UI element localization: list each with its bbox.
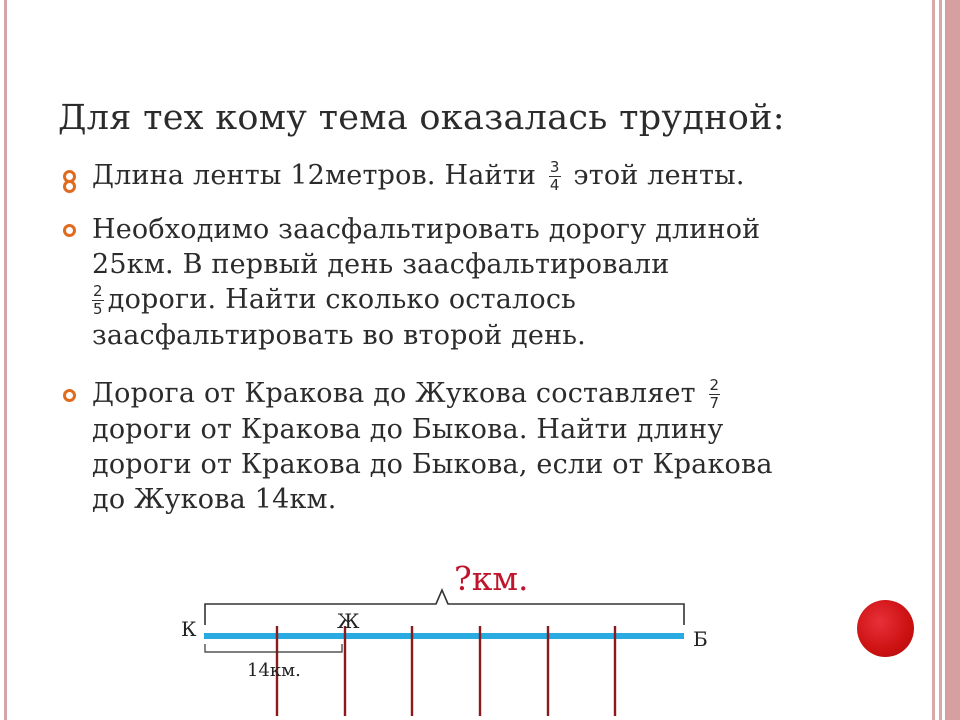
fraction-numerator: 2 [93, 282, 103, 300]
problem-2-line-2: 25км. В первый день заасфальтировали [92, 249, 670, 280]
problem-1-text-end: этой ленты. [564, 160, 745, 191]
slide-title: Для тех кому тема оказалась трудной: [58, 98, 785, 138]
segment-length-label: 14км. [247, 660, 301, 681]
start-point-label: К [181, 617, 197, 641]
decorative-red-circle [857, 600, 914, 657]
unknown-distance-label: ?км. [454, 559, 529, 598]
problem-1-text-start: Длина ленты 12метров. Найти [92, 160, 545, 191]
problem-3-line-2: дороги от Кракова до Быкова. Найти длину [92, 414, 724, 445]
problem-2-line-4: заасфальтировать во второй день. [92, 320, 586, 351]
end-point-label: Б [693, 627, 708, 651]
total-distance-brace [205, 590, 684, 625]
known-segment-bracket [205, 644, 342, 652]
problem-3-line-1-text: Дорога от Кракова до Жукова составляет [92, 378, 705, 409]
problem-2-line-3-text: дороги. Найти сколько осталось [107, 284, 577, 315]
division-ticks [277, 626, 615, 716]
problem-2-line-1: Необходимо заасфальтировать дорогу длиной [92, 214, 761, 245]
middle-point-label: Ж [337, 609, 360, 633]
fraction-denominator: 5 [93, 300, 103, 318]
fraction-denominator: 7 [709, 394, 720, 412]
fraction-numerator: 2 [709, 376, 720, 394]
fraction-numerator: 3 [549, 158, 560, 176]
fraction-denominator: 4 [549, 176, 560, 194]
problem-3-line-3: дороги от Кракова до Быкова, если от Кракова [92, 449, 773, 480]
problem-3-line-4: до Жукова 14км. [92, 484, 337, 515]
